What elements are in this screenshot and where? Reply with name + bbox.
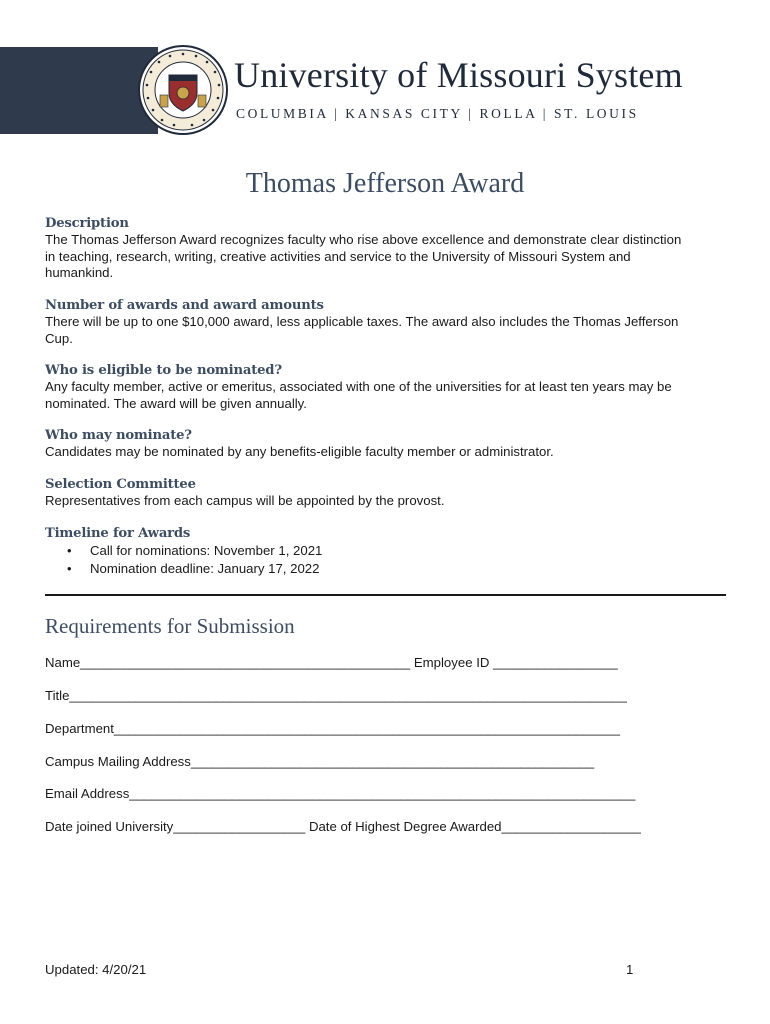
section-nominators bbox=[45, 427, 725, 461]
field-label: Name_____________________________________________ Employee ID _________________ bbox=[45, 655, 618, 670]
campus-list: COLUMBIA | KANSAS CITY | ROLLA | ST. LOUIS bbox=[236, 106, 639, 121]
section-text bbox=[45, 493, 725, 510]
section-awards bbox=[45, 297, 725, 347]
page-number: 1 bbox=[626, 962, 634, 977]
field-label: Department_____________________________________________________________________ bbox=[45, 721, 620, 736]
field-label: Title____________________________________________________________________________ bbox=[45, 688, 627, 703]
requirements-title: Requirements for Submission bbox=[45, 614, 295, 638]
section-text bbox=[45, 232, 725, 282]
section-description bbox=[45, 215, 725, 282]
section-timeline bbox=[45, 525, 725, 578]
section-text bbox=[45, 314, 725, 347]
field-label: Email Address_____________________________________________________________________ bbox=[45, 786, 636, 801]
section-heading: Who may nominate? bbox=[45, 428, 192, 443]
text-line: Cup. bbox=[45, 330, 73, 346]
updated-date: Updated: 4/20/21 bbox=[45, 962, 147, 977]
mailing-address-field[interactable] bbox=[45, 754, 594, 769]
email-field[interactable] bbox=[45, 786, 635, 801]
name-field[interactable] bbox=[45, 655, 618, 670]
timeline-list bbox=[45, 542, 725, 578]
text-line: in teaching, research, writing, creative activities and service to the University of Missouri System and bbox=[45, 248, 631, 264]
text-line: Candidates may be nominated by any benefits-eligible faculty member or administrator. bbox=[45, 444, 554, 459]
text-line: There will be up to one $10,000 award, less applicable taxes. The award also includes the Thomas Jefferson bbox=[45, 314, 679, 329]
department-field[interactable] bbox=[45, 721, 620, 736]
timeline-item: • Call for nominations: November 1, 2021 bbox=[45, 542, 725, 560]
university-seal-logo bbox=[138, 45, 228, 135]
section-text bbox=[45, 379, 725, 412]
text-line: Representatives from each campus will be appointed by the provost. bbox=[45, 493, 445, 508]
text-line: Any faculty member, active or emeritus, associated with one of the universities for at least ten years may be bbox=[45, 379, 672, 394]
section-heading: Description bbox=[45, 216, 129, 231]
section-heading: Selection Committee bbox=[45, 477, 196, 492]
title-field[interactable] bbox=[45, 688, 627, 703]
header-band bbox=[0, 47, 158, 134]
university-name: University of Missouri System bbox=[234, 55, 683, 95]
field-label: Campus Mailing Address_______________________________________________________ bbox=[45, 754, 595, 769]
text-line: humankind. bbox=[45, 265, 114, 280]
section-heading: Who is eligible to be nominated? bbox=[45, 363, 282, 378]
text-line: The Thomas Jefferson Award recognizes faculty who rise above excellence and demonstrate clear distinction bbox=[45, 232, 682, 247]
section-heading: Number of awards and award amounts bbox=[45, 298, 324, 313]
section-eligibility bbox=[45, 362, 725, 412]
dates-field[interactable] bbox=[45, 819, 641, 834]
text-line: nominated. The award will be given annually. bbox=[45, 395, 307, 411]
section-committee bbox=[45, 476, 725, 510]
section-text bbox=[45, 444, 725, 461]
field-label: Date joined University__________________ Date of Highest Degree Awarded___________________ bbox=[45, 819, 641, 834]
document-title: Thomas Jefferson Award bbox=[245, 168, 525, 199]
timeline-item: • Nomination deadline: January 17, 2022 bbox=[45, 560, 725, 578]
section-heading: Timeline for Awards bbox=[45, 526, 191, 541]
section-divider bbox=[45, 594, 726, 596]
